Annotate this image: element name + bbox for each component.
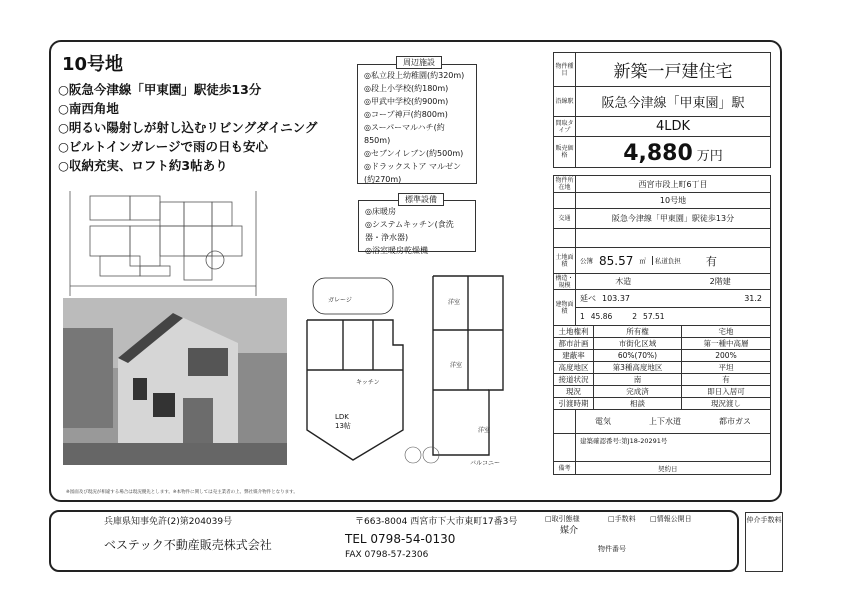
floors-value: 2階建 <box>709 277 731 286</box>
detail-value: 第3種高度地区 <box>594 362 682 374</box>
land-label: 土地面積 <box>554 248 576 273</box>
property-number-label: 物件番号 <box>598 545 626 553</box>
land-unit: ㎡ <box>639 257 646 265</box>
equipment-item: ◎システムキッチン(食洗器・浄水器) <box>365 220 454 242</box>
facility-item: ◎甲武中学校(約900m) <box>364 97 449 106</box>
facilities-box <box>357 64 477 184</box>
plan-room-label: 洋室 <box>448 299 461 306</box>
feature-list <box>58 80 317 175</box>
floor2-area: 57.51 <box>643 312 665 321</box>
facility-item: ◎ドラックストア マルゼン(約270m) <box>364 162 462 184</box>
fee-stamp: 仲介手数料 <box>745 512 783 572</box>
detail-value: 相談 <box>594 398 682 410</box>
detail-label: 高度地区 <box>554 362 594 374</box>
detail-value: 60%(70%) <box>594 350 682 362</box>
address-label: 物件所在地 <box>554 176 576 192</box>
facilities-label: 周辺施設 <box>396 56 442 69</box>
station-line: 阪急今津線「甲東園」駅 <box>601 96 745 111</box>
detail-value: 200% <box>682 350 770 362</box>
feature-item: ○阪急今津線「甲東園」駅徒歩13分 <box>58 82 262 97</box>
feature-item: ○収納充実、ロフト約3帖あり <box>58 158 228 173</box>
detail-value: 有 <box>682 374 770 386</box>
floor1-area: 45.86 <box>590 312 613 321</box>
facility-item: ◎スーパーマルハチ(約850m) <box>364 123 445 145</box>
page-title: 10号地 <box>62 54 124 75</box>
address-value: 西宮市段上町6丁目 <box>638 179 708 189</box>
building-label: 建物面積 <box>554 290 576 325</box>
property-info-table <box>553 52 771 168</box>
detail-value: 所有権 <box>594 326 682 338</box>
land-public: 公簿 <box>580 257 593 265</box>
feature-item: ○明るい陽射しが射し込むリビングダイニング <box>58 120 318 135</box>
detail-label: 引渡時期 <box>554 398 594 410</box>
feature-item: ○ビルトインガレージで雨の日も安心 <box>58 139 269 154</box>
license-number: 兵庫県知事免許(2)第204039号 <box>104 517 233 527</box>
plan-room-label: 洋室 <box>478 427 491 434</box>
structure-value: 木造 <box>615 277 632 286</box>
land-area: 85.57 <box>599 253 634 268</box>
facility-item: ◎私立段上幼稚園(約320m) <box>364 71 465 80</box>
lot-value: 10号地 <box>659 196 687 205</box>
utility-gas: 都市ガス <box>719 417 751 426</box>
feature-item: ○南西角地 <box>58 101 119 116</box>
facility-item: ◎セブンイレブン(約500m) <box>364 149 464 158</box>
detail-label: 土地権利 <box>554 326 594 338</box>
total-label: 延べ <box>580 294 596 303</box>
approval-number: 建築確認番号:第J18-20291号 <box>580 437 668 445</box>
private-road-label: 私道負担 <box>652 256 682 265</box>
transaction-type: 媒介 <box>560 526 579 536</box>
line-label: 沿線駅 <box>554 87 576 116</box>
floor1-label: 1 <box>580 312 585 321</box>
note2-label: 契約日 <box>658 464 678 473</box>
plan-balcony-label: バルコニー <box>470 460 501 467</box>
plan-garage-label: ガレージ <box>328 297 352 304</box>
disclaimer-note: ※図面及び現況が相違する場合は現況優先とします。※本物件に関しては売主業者の上、弊社媒介物件となります。 <box>66 490 298 495</box>
detail-value: 南 <box>594 374 682 386</box>
property-type: 新築一戸建住宅 <box>613 62 733 82</box>
plan-ldk-label: LDK <box>335 413 349 421</box>
transaction-label: □取引態様 <box>545 515 580 523</box>
structure-label: 構造・規模 <box>554 274 576 289</box>
equipment-box <box>358 200 476 255</box>
price-unit: 万円 <box>696 149 723 164</box>
detail-label: 都市計画 <box>554 338 594 350</box>
plan-room-label: 洋室 <box>450 362 463 369</box>
access-value: 阪急今津線「甲東園」駅徒歩13分 <box>611 214 735 223</box>
telephone: TEL 0798-54-0130 <box>345 532 456 546</box>
detail-value: 宅地 <box>682 326 770 338</box>
equipment-item: ◎浴室暖房乾燥機 <box>365 246 428 255</box>
floor-plan-type: 4LDK <box>655 119 691 134</box>
equipment-item: ◎床暖房 <box>365 207 396 216</box>
equipment-label: 標準設備 <box>398 193 444 206</box>
company-address: 〒663-8004 西宮市下大市東町17番3号 <box>355 517 518 527</box>
detail-label: 現況 <box>554 386 594 398</box>
info-date-label: □情報公開日 <box>650 515 692 523</box>
detail-value: 市街化区域 <box>594 338 682 350</box>
price-label: 販売価格 <box>554 137 576 167</box>
facility-item: ◎段上小学校(約180m) <box>364 84 449 93</box>
detail-label: 接道状況 <box>554 374 594 386</box>
facility-item: ◎コープ神戸(約800m) <box>364 110 448 119</box>
plan-label: 間取タイプ <box>554 117 576 136</box>
fee-label: □手数料 <box>608 515 636 523</box>
type-label: 物件種目 <box>554 53 576 86</box>
floor2-label: 2 <box>632 312 638 321</box>
detail-value: 現況渡し <box>682 398 770 410</box>
property-detail-table <box>553 175 771 475</box>
private-road-value: 有 <box>705 254 717 268</box>
detail-value: 第一種中高層 <box>682 338 770 350</box>
house-photo <box>63 298 287 465</box>
total-area: 103.37 <box>602 294 630 303</box>
detail-value: 即日入居可 <box>682 386 770 398</box>
plan-kitchen-label: キッチン <box>356 379 380 386</box>
utility-electric: 電気 <box>595 417 611 426</box>
fax: FAX 0798-57-2306 <box>345 550 429 560</box>
detail-grid <box>554 326 770 410</box>
detail-value: 平坦 <box>682 362 770 374</box>
price-value: 4,880 <box>623 141 693 166</box>
total-tsubo: 31.2 <box>744 294 762 303</box>
detail-value: 完成済 <box>594 386 682 398</box>
site-map <box>60 186 292 298</box>
note-label: 備考 <box>554 462 576 474</box>
detail-label: 建蔽率 <box>554 350 594 362</box>
access-label: 交通 <box>554 209 576 228</box>
utility-water: 上下水道 <box>649 417 681 426</box>
company-name: ベステック不動産販売株式会社 <box>104 538 272 552</box>
plan-ldk-size: 13帖 <box>335 422 351 430</box>
